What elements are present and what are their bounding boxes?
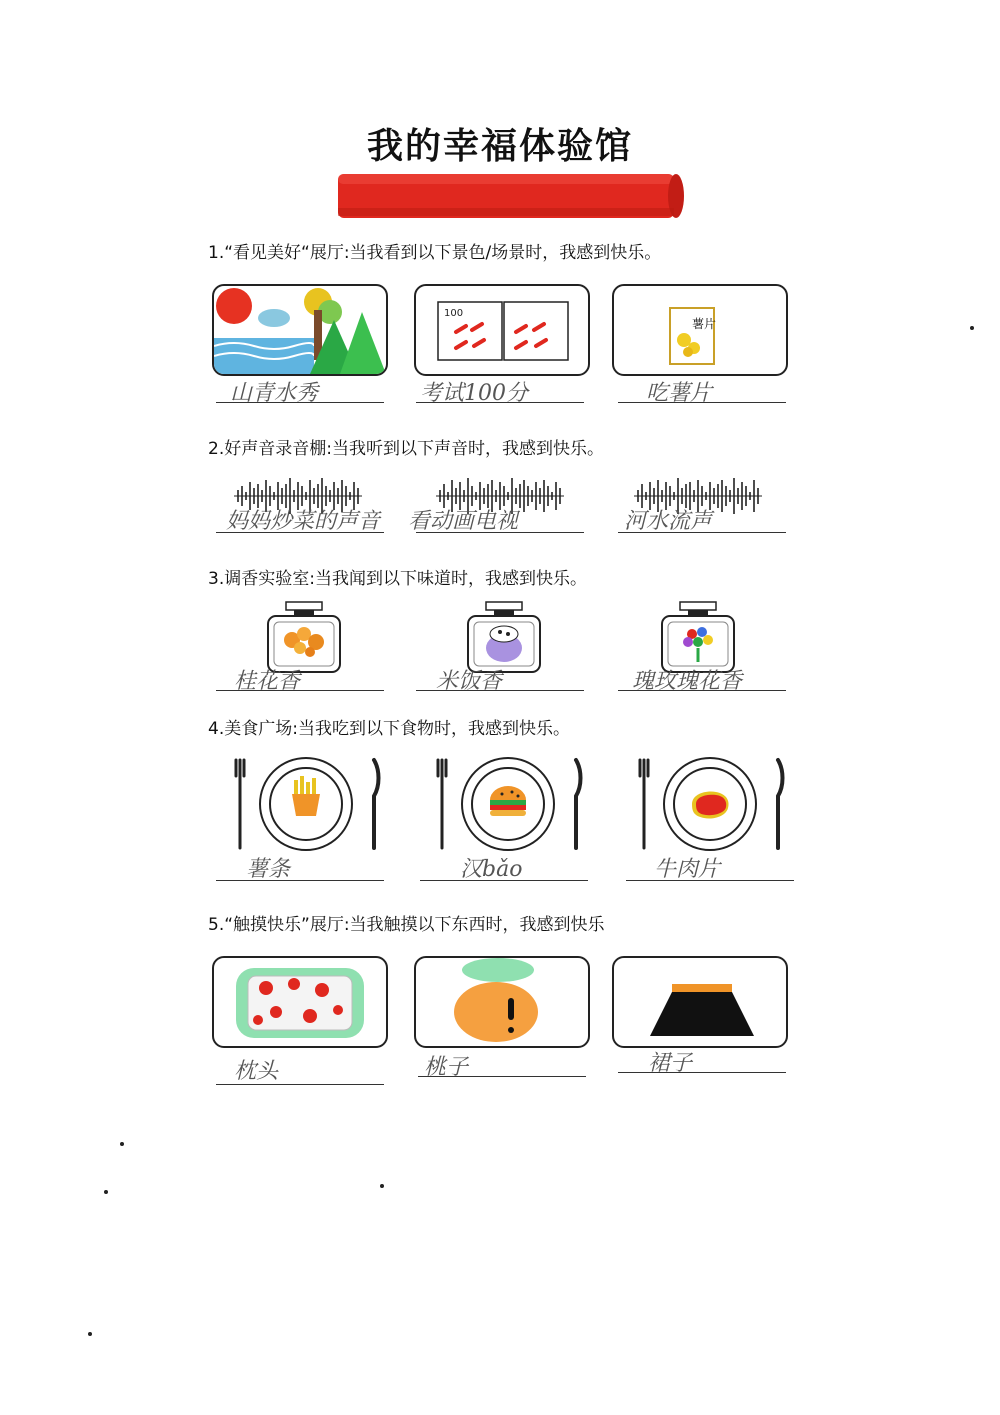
perfume-bottle-icon: [264, 600, 344, 674]
plate-steak-icon: [634, 756, 788, 852]
skirt-picture: [612, 956, 788, 1048]
question-3: 3.调香实验室:当我闻到以下味道时，我感到快乐。: [208, 569, 587, 589]
answer-5-2: 桃子: [424, 1055, 469, 1080]
answer-2-3: 河水流声: [624, 509, 713, 534]
answer-3-1: 桂花香: [234, 669, 301, 694]
perfume-bottle-icon: [464, 600, 544, 674]
answer-line: [418, 1076, 586, 1077]
plate-fries-icon: [230, 756, 384, 852]
answer-line: [618, 1072, 786, 1073]
question-4: 4.美食广场:当我吃到以下食物时，我感到快乐。: [208, 719, 570, 739]
answer-line: [416, 532, 584, 533]
answer-line: [618, 402, 786, 403]
page-title: 我的幸福体验馆: [366, 126, 633, 167]
test-paper-picture: [414, 284, 590, 376]
scan-speck: [970, 326, 974, 330]
answer-3-2: 米饭香: [436, 669, 503, 694]
answer-1-3: 吃薯片: [646, 381, 713, 406]
answer-line: [618, 690, 786, 691]
question-1: 1.“看见美好“展厅:当我看到以下景色/场景时，我感到快乐。: [208, 243, 662, 263]
answer-line: [416, 690, 584, 691]
answer-4-3: 牛肉片: [654, 857, 721, 882]
answer-line: [216, 532, 384, 533]
peach-picture: [414, 956, 590, 1048]
answer-line: [420, 880, 588, 881]
scan-speck: [104, 1190, 108, 1194]
answer-line: [216, 1084, 384, 1085]
perfume-bottle-icon: [658, 600, 738, 674]
red-crayon-image: [334, 168, 688, 224]
answer-1-2: 考试100分: [420, 381, 528, 406]
answer-line: [216, 690, 384, 691]
answer-2-2: 看动画电视: [408, 509, 519, 534]
answer-3-3: 瑰玫瑰花香: [632, 669, 743, 694]
landscape-picture: [212, 284, 388, 376]
question-5: 5.“触摸快乐”展厅:当我触摸以下东西时，我感到快乐: [208, 915, 605, 935]
answer-4-2: 汉bǎo: [460, 857, 523, 882]
answer-line: [416, 402, 584, 403]
answer-2-1: 妈妈炒菜的声音: [226, 509, 381, 534]
question-2: 2.好声音录音棚:当我听到以下声音时，我感到快乐。: [208, 439, 604, 459]
answer-line: [216, 402, 384, 403]
score-100-label: 100: [444, 308, 464, 319]
chips-bag-label: 薯片: [692, 317, 717, 331]
answer-4-1: 薯条: [246, 857, 291, 882]
scan-speck: [88, 1332, 92, 1336]
scan-speck: [120, 1142, 124, 1146]
chips-bag-picture: [612, 284, 788, 376]
answer-line: [618, 532, 786, 533]
answer-5-3: 裙子: [648, 1051, 693, 1076]
answer-1-1: 山青水秀: [230, 381, 319, 406]
pillow-picture: [212, 956, 388, 1048]
answer-5-1: 枕头: [234, 1059, 279, 1084]
answer-line: [216, 880, 384, 881]
scan-speck: [380, 1184, 384, 1188]
answer-line: [626, 880, 794, 881]
plate-burger-icon: [432, 756, 586, 852]
